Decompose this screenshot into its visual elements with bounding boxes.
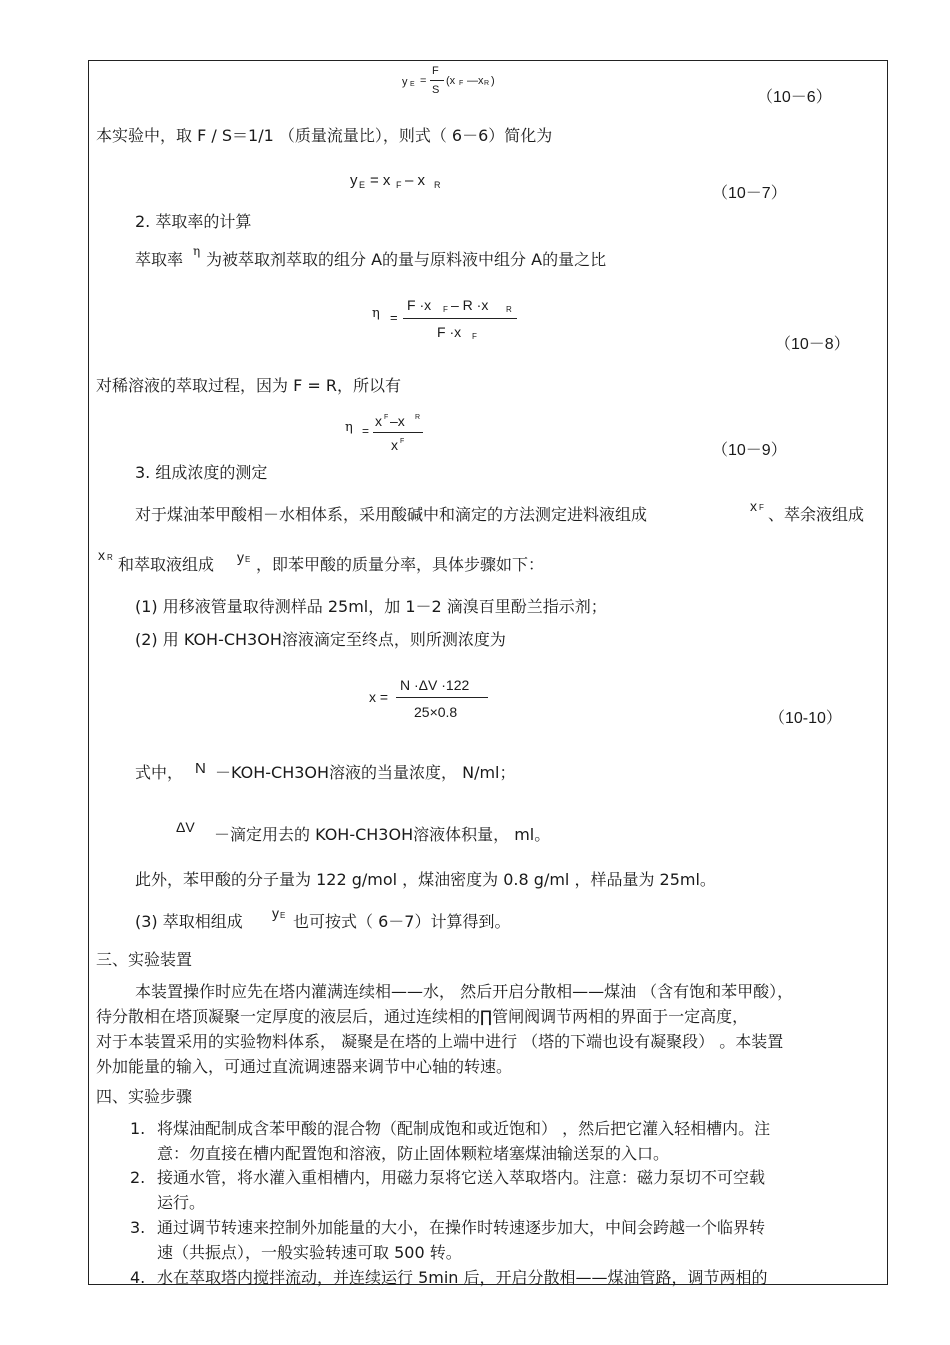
section-heading-apparatus: 三、实验装置 <box>96 950 193 969</box>
subheading: 3. 组成浓度的测定 <box>135 463 268 482</box>
fraction-line <box>373 432 423 433</box>
paragraph-line: 本装置操作时应先在塔内灌满连续相——水， 然后开启分散相——煤油 （含有饱和苯甲酸）， <box>135 982 794 1001</box>
paragraph-line: 外加能量的输入，可通过直流调速器来调节中心轴的转速。 <box>96 1057 513 1076</box>
subheading: 2. 萃取率的计算 <box>135 212 252 231</box>
equation-number: （10－8） <box>775 336 850 353</box>
section-heading-procedure: 四、实验步骤 <box>96 1087 193 1106</box>
equation-number: （10－7） <box>712 185 787 202</box>
page-frame <box>88 60 888 1285</box>
equation-number: （10－6） <box>757 89 832 106</box>
paragraph-line: 待分散相在塔顶凝聚一定厚度的液层后，通过连续相的∏管闸阀调节两相的界面于一定高度， <box>96 1007 749 1026</box>
step-2: (2) 用 KOH-CH3OH溶液滴定至终点，则所测浓度为 <box>135 630 506 649</box>
fraction-line <box>403 318 517 319</box>
eta-symbol: η <box>193 244 201 258</box>
equation-number: （10-10） <box>769 710 842 727</box>
paragraph: 对稀溶液的萃取过程，因为 F = R，所以有 <box>96 376 401 395</box>
fraction-line <box>430 80 444 81</box>
fraction-line <box>396 697 488 698</box>
paragraph: 此外，苯甲酸的分子量为 122 g/mol ，煤油密度为 0.8 g/ml ，样品量为 25ml。 <box>135 870 716 889</box>
paragraph-line: 对于本装置采用的实验物料体系， 凝聚是在塔的上端中进行 （塔的下端也设有凝聚段） 。本装置 <box>96 1032 784 1051</box>
step-1: (1) 用移液管量取待测样品 25ml，加 1－2 滴溴百里酚兰指示剂； <box>135 597 607 616</box>
paragraph: 本实验中，取 F / S＝1/1 （质量流量比），则式（ 6－6）简化为 <box>96 126 553 145</box>
equation-number: （10－9） <box>712 442 787 459</box>
